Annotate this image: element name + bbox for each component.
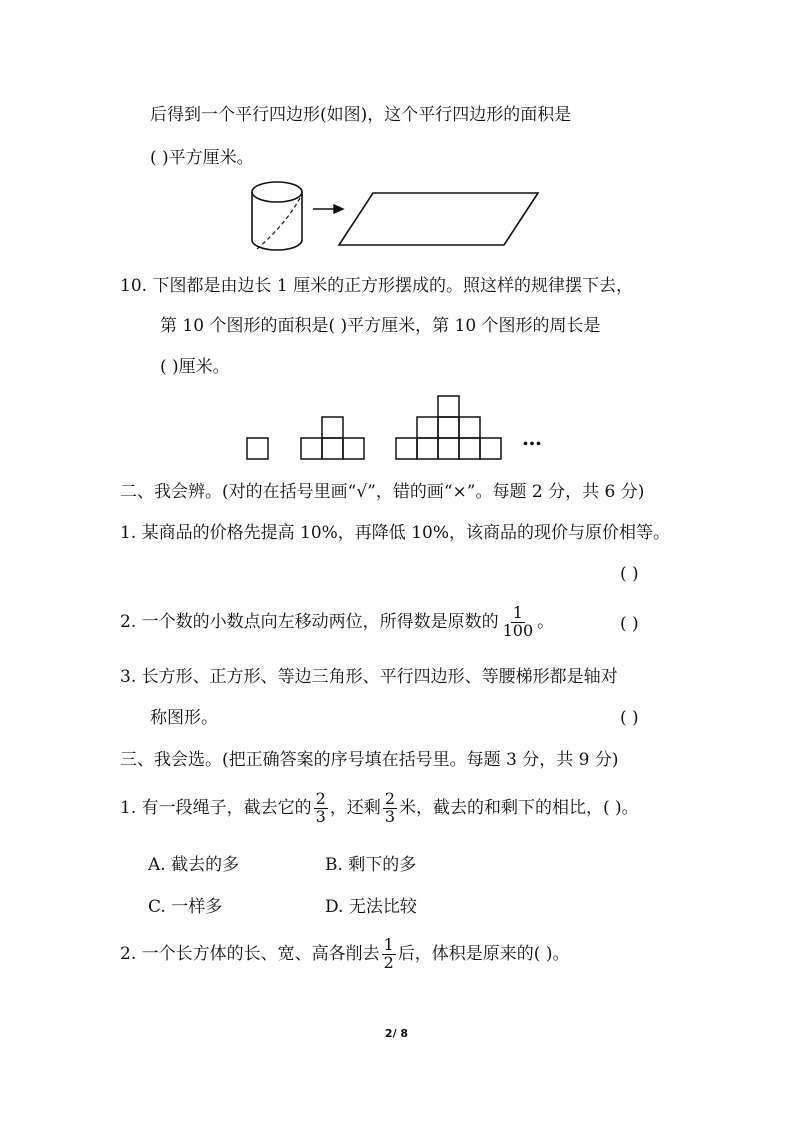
option-b: B. 剩下的多 xyxy=(325,855,417,875)
section3-q2-line xyxy=(120,937,569,972)
section2-heading: 二、我会辨。(对的在括号里画“√”，错的画“×”。每题 2 分，共 6 分) xyxy=(120,482,645,502)
pattern-3 xyxy=(396,396,501,459)
q9-text-line2: ( )平方厘米。 xyxy=(150,148,254,168)
pattern-2 xyxy=(301,417,364,459)
section2-q3-text-line1: 3. 长方形、正方形、等边三角形、平行四边形、等腰梯形都是轴对 xyxy=(120,667,618,687)
option-d: D. 无法比较 xyxy=(325,897,417,917)
fraction-denominator: 2 xyxy=(383,952,394,972)
section3-q2-text-a: 2. 一个长方体的长、宽、高各削去 xyxy=(120,943,380,964)
section2-q2-text: 2. 一个数的小数点向左移动两位，所得数是原数的 xyxy=(120,611,499,632)
q10-text-line2: 第 10 个图形的面积是( )平方厘米，第 10 个图形的周长是 xyxy=(160,316,601,336)
section2-q2-end: 。 xyxy=(537,611,555,632)
fraction-numerator: 2 xyxy=(384,789,395,808)
q10-text-line3: ( )厘米。 xyxy=(160,357,230,377)
q9-text-line1: 后得到一个平行四边形(如图)，这个平行四边形的面积是 xyxy=(150,105,572,125)
fraction-denominator: 3 xyxy=(315,806,326,826)
section3-q2-text-b: 后，体积是原来的( )。 xyxy=(397,943,570,964)
fraction-denominator: 100 xyxy=(502,620,534,640)
fraction-1-over-2 xyxy=(382,937,396,972)
pattern-ellipsis: … xyxy=(522,426,542,450)
section2-q2-line xyxy=(120,605,554,640)
fraction-2-over-3-a xyxy=(314,791,328,826)
fraction-numerator: 1 xyxy=(383,935,394,954)
section3-q1-text-b: ，还剩 xyxy=(329,797,381,818)
section3-q1-line xyxy=(120,791,639,826)
fraction-denominator: 3 xyxy=(384,806,395,826)
q10-text-line1: 10. 下图都是由边长 1 厘米的正方形摆成的。照这样的规律摆下去， xyxy=(120,276,634,296)
section2-q3-answer-paren: ( ) xyxy=(620,708,639,728)
fraction-numerator: 1 xyxy=(512,603,523,622)
section3-q1-text-a: 1. 有一段绳子，截去它的 xyxy=(120,797,312,818)
pattern-1-square xyxy=(247,438,268,459)
section2-q2-answer-paren: ( ) xyxy=(620,614,639,634)
section2-q3-text-line2: 称图形。 xyxy=(150,708,218,728)
page-number: 2/ 8 xyxy=(384,1027,409,1040)
option-a: A. 截去的多 xyxy=(148,855,240,875)
option-c: C. 一样多 xyxy=(148,897,223,917)
section3-heading: 三、我会选。(把正确答案的序号填在括号里。每题 3 分，共 9 分) xyxy=(120,750,619,770)
fraction-1-over-100 xyxy=(501,605,536,640)
square-pattern-figure xyxy=(0,0,793,470)
section3-q1-text-c: 米，截去的和剩下的相比，( )。 xyxy=(399,797,639,818)
fraction-2-over-3-b xyxy=(383,791,397,826)
section2-q1-text: 1. 某商品的价格先提高 10%，再降低 10%，该商品的现价与原价相等。 xyxy=(120,523,671,543)
section2-q1-answer-paren: ( ) xyxy=(620,564,639,584)
fraction-numerator: 2 xyxy=(315,789,326,808)
